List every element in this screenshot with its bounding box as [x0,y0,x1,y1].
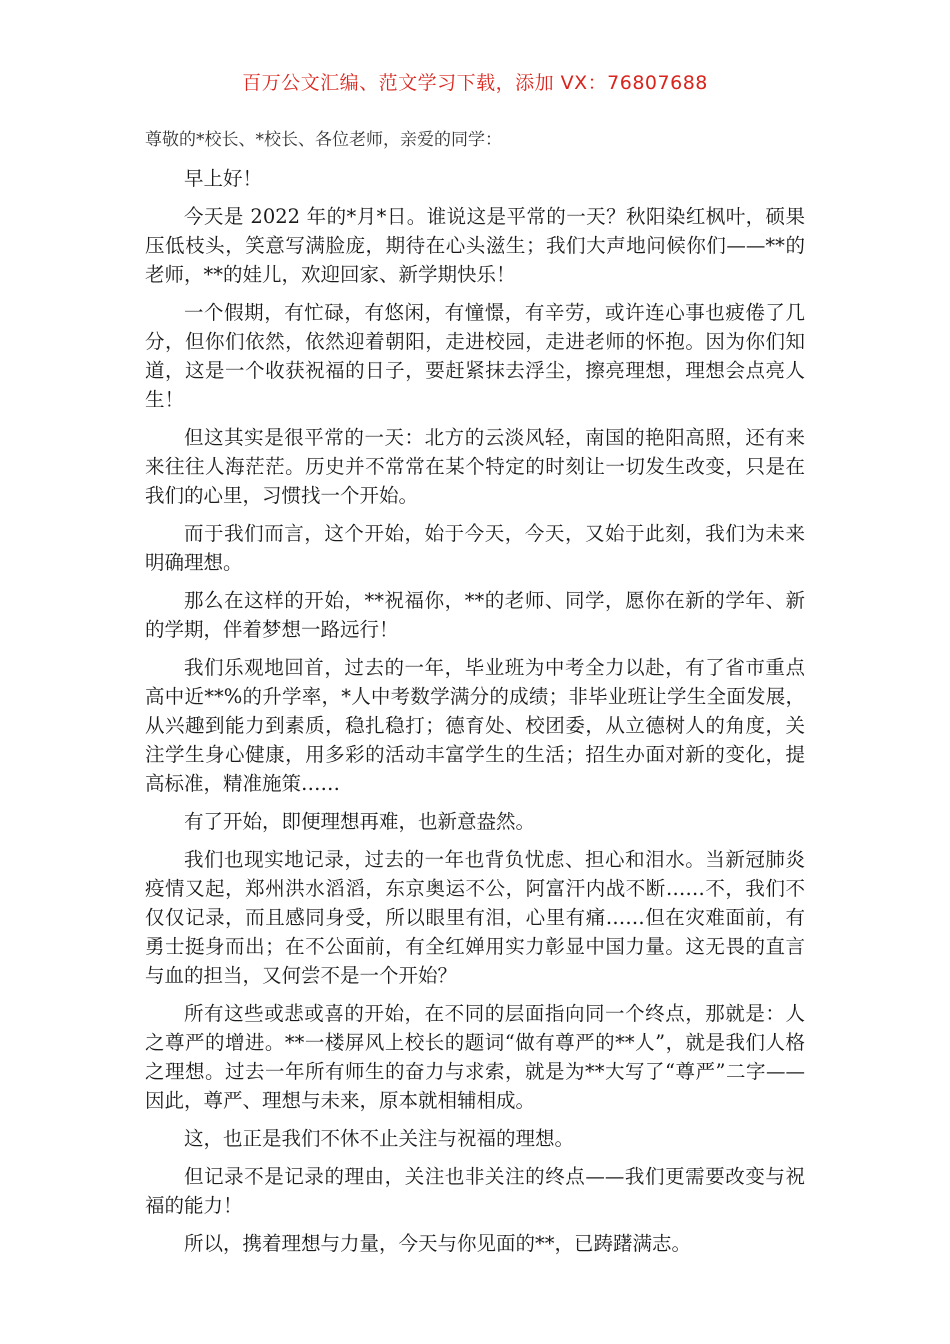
paragraph: 早上好！ [184,167,263,190]
paragraph: 而于我们而言，这个开始，始于今天，今天，又始于此刻，我们为未来明确理想。 [145,522,805,574]
paragraph: 但这其实是很平常的一天：北方的云淡风轻，南国的艳阳高照，还有来来往往人海茫茫。历史并不常常在某个特定的时刻让一切发生改变，只是在我们的心里，习惯找一个开始。 [145,426,805,507]
paragraph: 但记录不是记录的理由，关注也非关注的终点——我们更需要改变与祝福的能力！ [145,1165,805,1217]
paragraph: 那么在这样的开始，**祝福你，**的老师、同学，愿你在新的学年、新的学期，伴着梦想一路远行！ [145,589,805,641]
document-body [145,126,805,1267]
paragraph: 我们也现实地记录，过去的一年也背负忧虑、担心和泪水。当新冠肺炎疫情又起，郑州洪水滔滔，东京奥运不公，阿富汗内战不断……不，我们不仅仅记录，而且感同身受，所以眼里有泪，心里有痛……但在灾难面前，有勇士挺身而出；在不公面前，有全红婵用实力彰显中国力量。这无畏的直言与血的担当，又何尝不是一个开始？ [145,848,805,987]
paragraph: 有了开始，即便理想再难，也新意盎然。 [184,810,536,833]
paragraph: 今天是 2022 年的*月*日。谁说这是平常的一天？秋阳染红枫叶，硕果压低枝头，笑意写满脸庞，期待在心头滋生；我们大声地问候你们——**的老师，**的娃儿，欢迎回家、新学期快乐！ [145,205,805,286]
paragraph: 所有这些或悲或喜的开始，在不同的层面指向同一个终点，那就是：人之尊严的增进。**一楼屏风上校长的题词“做有尊严的**人”，就是我们人格之理想。过去一年所有师生的奋力与求索，就是为**大写了“尊严”二字——因此，尊严、理想与未来，原本就相辅相成。 [145,1002,805,1112]
salutation: 尊敬的*校长、*校长、各位老师，亲爱的同学： [145,130,502,150]
paragraph: 这，也正是我们不休不止关注与祝福的理想。 [184,1127,575,1150]
watermark-header: 百万公文汇编、范文学习下载，添加 VX：76807688 [242,72,708,94]
paragraph: 一个假期，有忙碌，有悠闲，有憧憬，有辛劳，或许连心事也疲倦了几分，但你们依然，依然迎着朝阳，走进校园，走进老师的怀抱。因为你们知道，这是一个收获祝福的日子，要赶紧抹去浮尘，擦亮理想，理想会点亮人生！ [145,301,805,411]
paragraph: 我们乐观地回首，过去的一年，毕业班为中考全力以赴，有了省市重点高中近**%的升学率，*人中考数学满分的成绩；非毕业班让学生全面发展，从兴趣到能力到素质，稳扎稳打；德育处、校团委，从立德树人的角度，关注学生身心健康，用多彩的活动丰富学生的生活；招生办面对新的变化，提高标准，精准施策…… [145,656,805,795]
paragraph: 所以，携着理想与力量，今天与你见面的**，已踌躇满志。 [184,1232,692,1255]
